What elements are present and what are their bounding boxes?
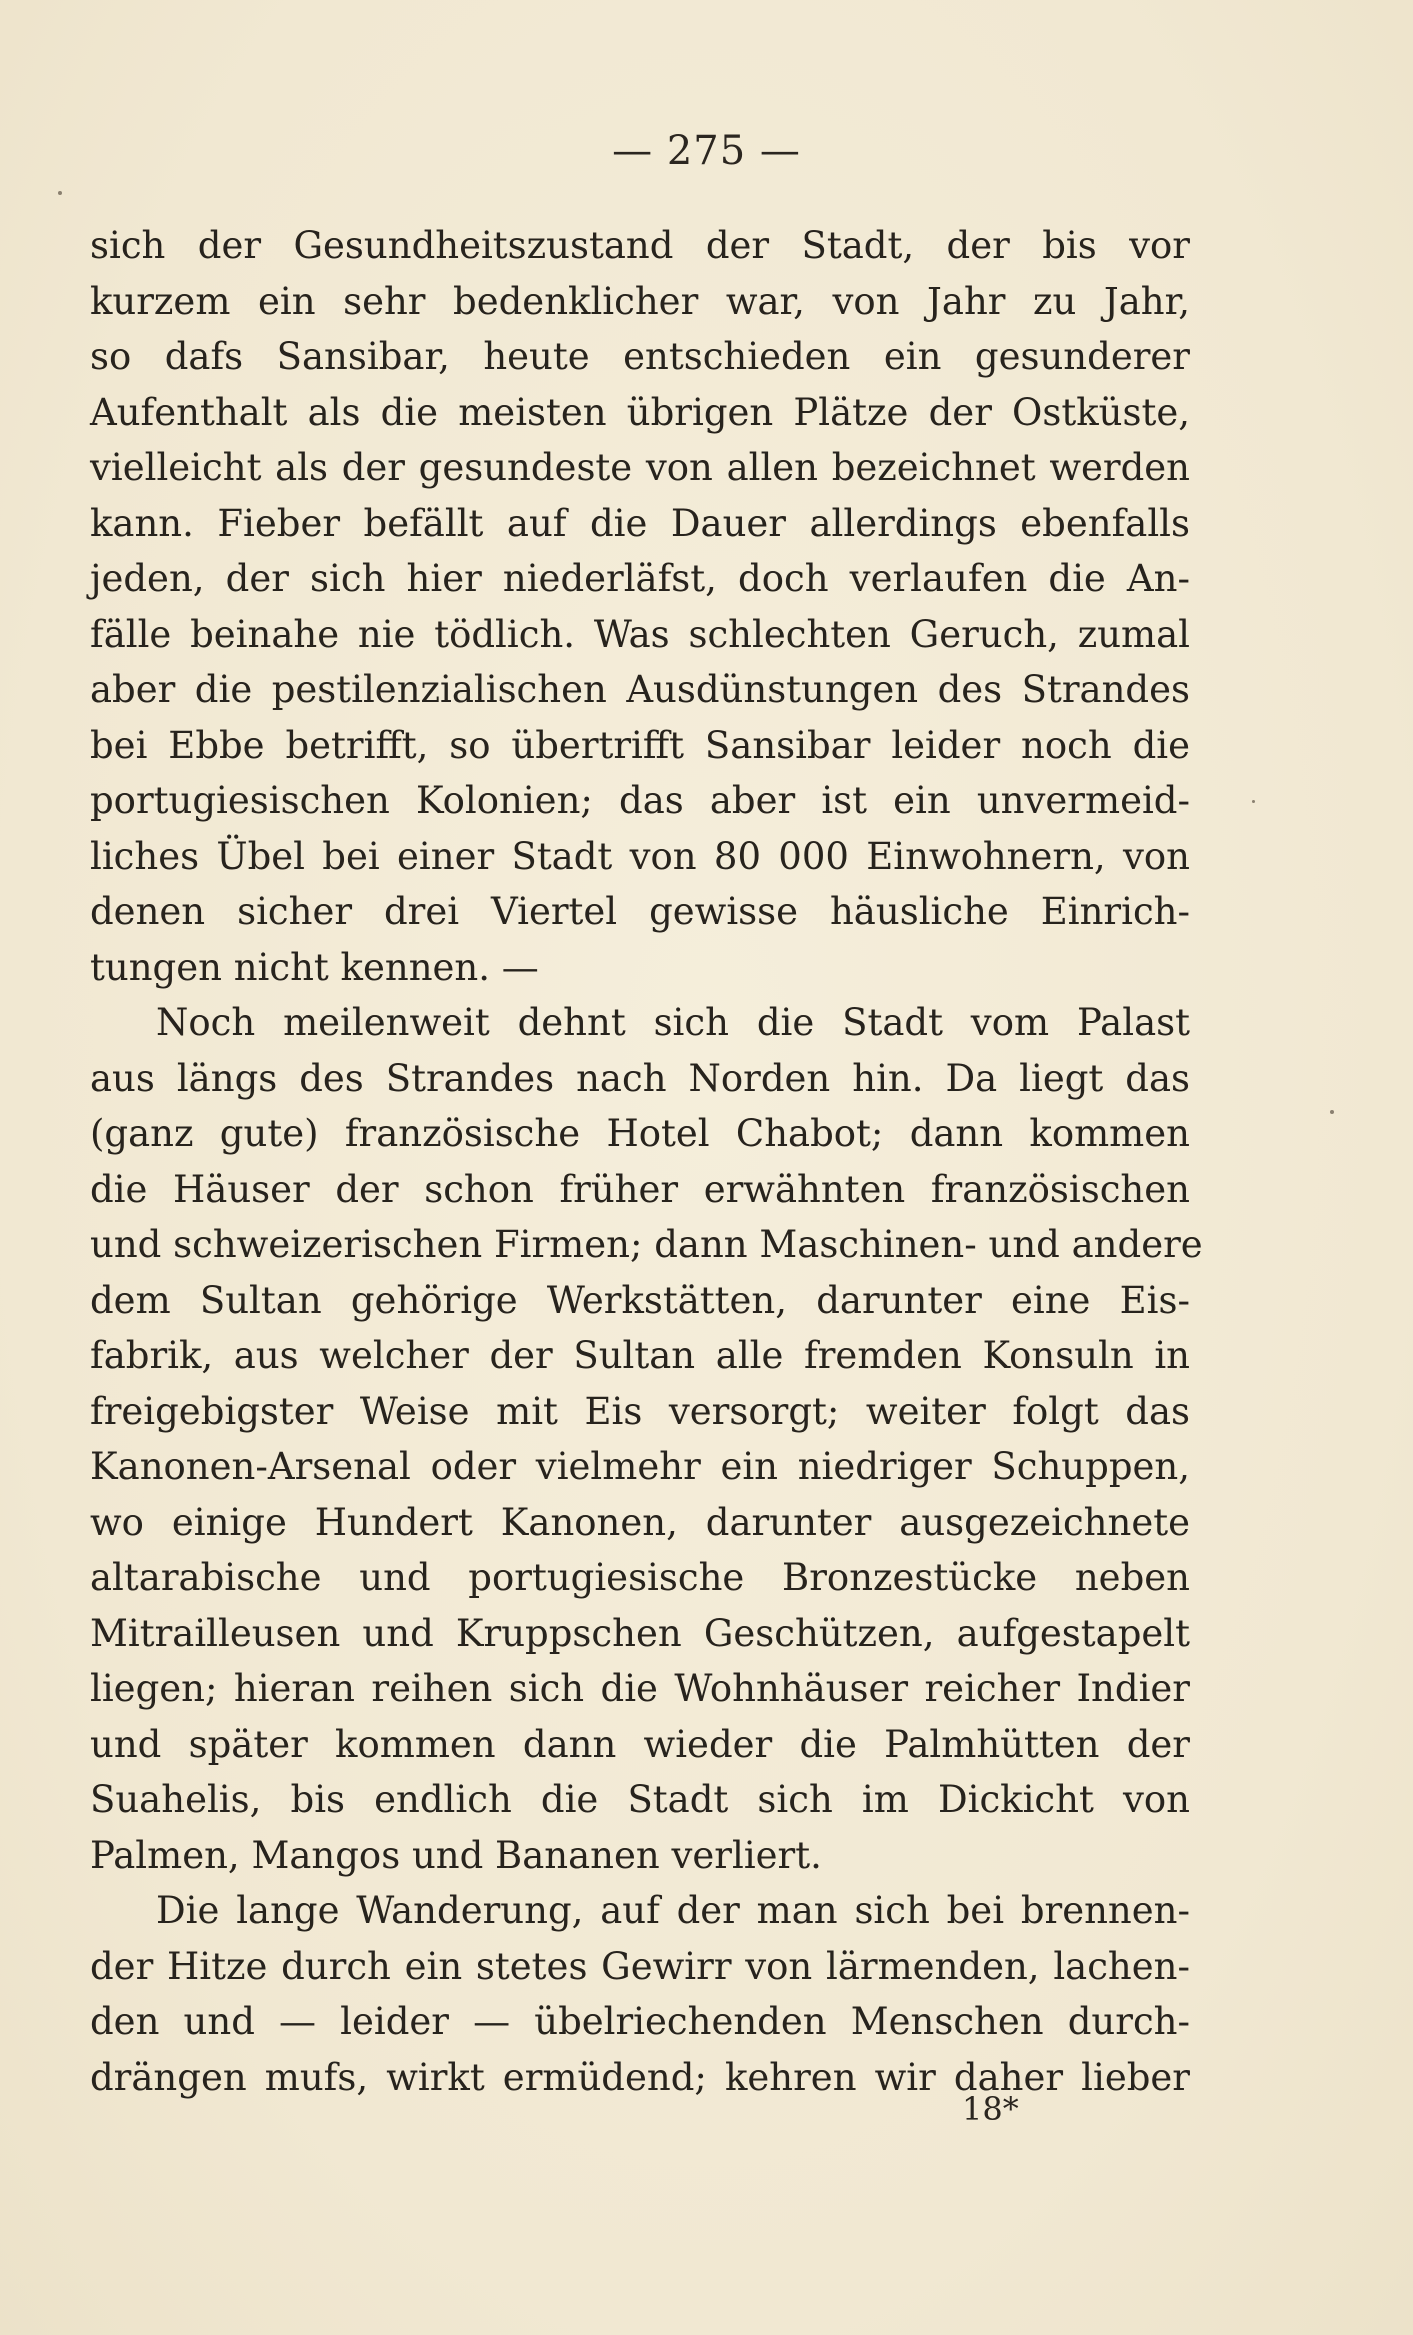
text-line: Palmen, Mangos und Bananen verliert. [90,1833,822,1877]
paper-speck [1252,800,1255,803]
text-line: freigebigster Weise mit Eis versorgt; weiter folgt das [90,1389,1190,1433]
text-line: drängen mufs, wirkt ermüdend; kehren wir daher lieber [90,2055,1190,2099]
text-line: der Hitze durch ein stetes Gewirr von lärmenden, lachen- [90,1944,1190,1988]
text-line: tungen nicht kennen. — [90,945,539,989]
text-line: kann. Fieber befällt auf die Dauer allerdings ebenfalls [90,501,1190,545]
text-line: aber die pestilenzialischen Ausdünstungen des Strandes [90,668,1190,711]
text-line: wo einige Hundert Kanonen, darunter ausgezeichnete [90,1500,1190,1544]
text-line: Die lange Wanderung, auf der man sich bei brennen- [156,1889,1190,1932]
text-line: und schweizerischen Firmen; dann Maschinen- und andere [90,1223,1203,1266]
text-line: kurzem ein sehr bedenklicher war, von Jahr zu Jahr, [90,279,1190,323]
text-line: sich der Gesundheitszustand der Stadt, der bis vor [90,224,1190,267]
text-line: portugiesischen Kolonien; das aber ist ein unvermeid- [90,779,1190,822]
text-line: (ganz gute) französische Hotel Chabot; dann kommen [90,1112,1190,1155]
text-line: Mitrailleusen und Kruppschen Geschützen, aufgestapelt [90,1611,1190,1655]
text-line: dem Sultan gehörige Werkstätten, darunter eine Eis- [90,1278,1190,1322]
text-line: vielleicht als der gesundeste von allen bezeichnet werden [90,446,1190,489]
text-line: Kanonen-Arsenal oder vielmehr ein niedriger Schuppen, [90,1445,1190,1488]
text-line: fälle beinahe nie tödlich. Was schlechten Geruch, zumal [90,612,1190,656]
text-line: und später kommen dann wieder die Palmhütten der [90,1722,1190,1766]
paper-speck [58,191,62,195]
body-text [90,218,1203,2105]
signature-mark: 18* [962,2090,1019,2128]
text-line: denen sicher drei Viertel gewisse häusliche Einrich- [90,890,1190,933]
page-number: — 275 — [612,128,801,174]
text-line: liegen; hieran reihen sich die Wohnhäuser reicher Indier [90,1667,1190,1710]
text-line: den und — leider — übelriechenden Menschen durch- [90,2000,1190,2043]
paper-speck [1330,1110,1334,1114]
text-line: die Häuser der schon früher erwähnten französischen [90,1167,1190,1211]
text-line: so dafs Sansibar, heute entschieden ein gesunderer [90,335,1190,378]
text-line: fabrik, aus welcher der Sultan alle fremden Konsuln in [90,1334,1190,1377]
text-line: Noch meilenweit dehnt sich die Stadt vom Palast [156,1001,1190,1044]
text-line: aus längs des Strandes nach Norden hin. Da liegt das [90,1056,1190,1100]
text-line: liches Übel bei einer Stadt von 80 000 Einwohnern, von [90,834,1190,878]
text-line: Aufenthalt als die meisten übrigen Plätze der Ostküste, [90,390,1190,434]
text-line: bei Ebbe betrifft, so übertrifft Sansibar leider noch die [90,723,1190,767]
text-line: altarabische und portugiesische Bronzestücke neben [90,1556,1190,1599]
text-line: Suahelis, bis endlich die Stadt sich im Dickicht von [90,1778,1190,1821]
text-line: jeden, der sich hier niederläfst, doch verlaufen die An- [90,557,1190,600]
